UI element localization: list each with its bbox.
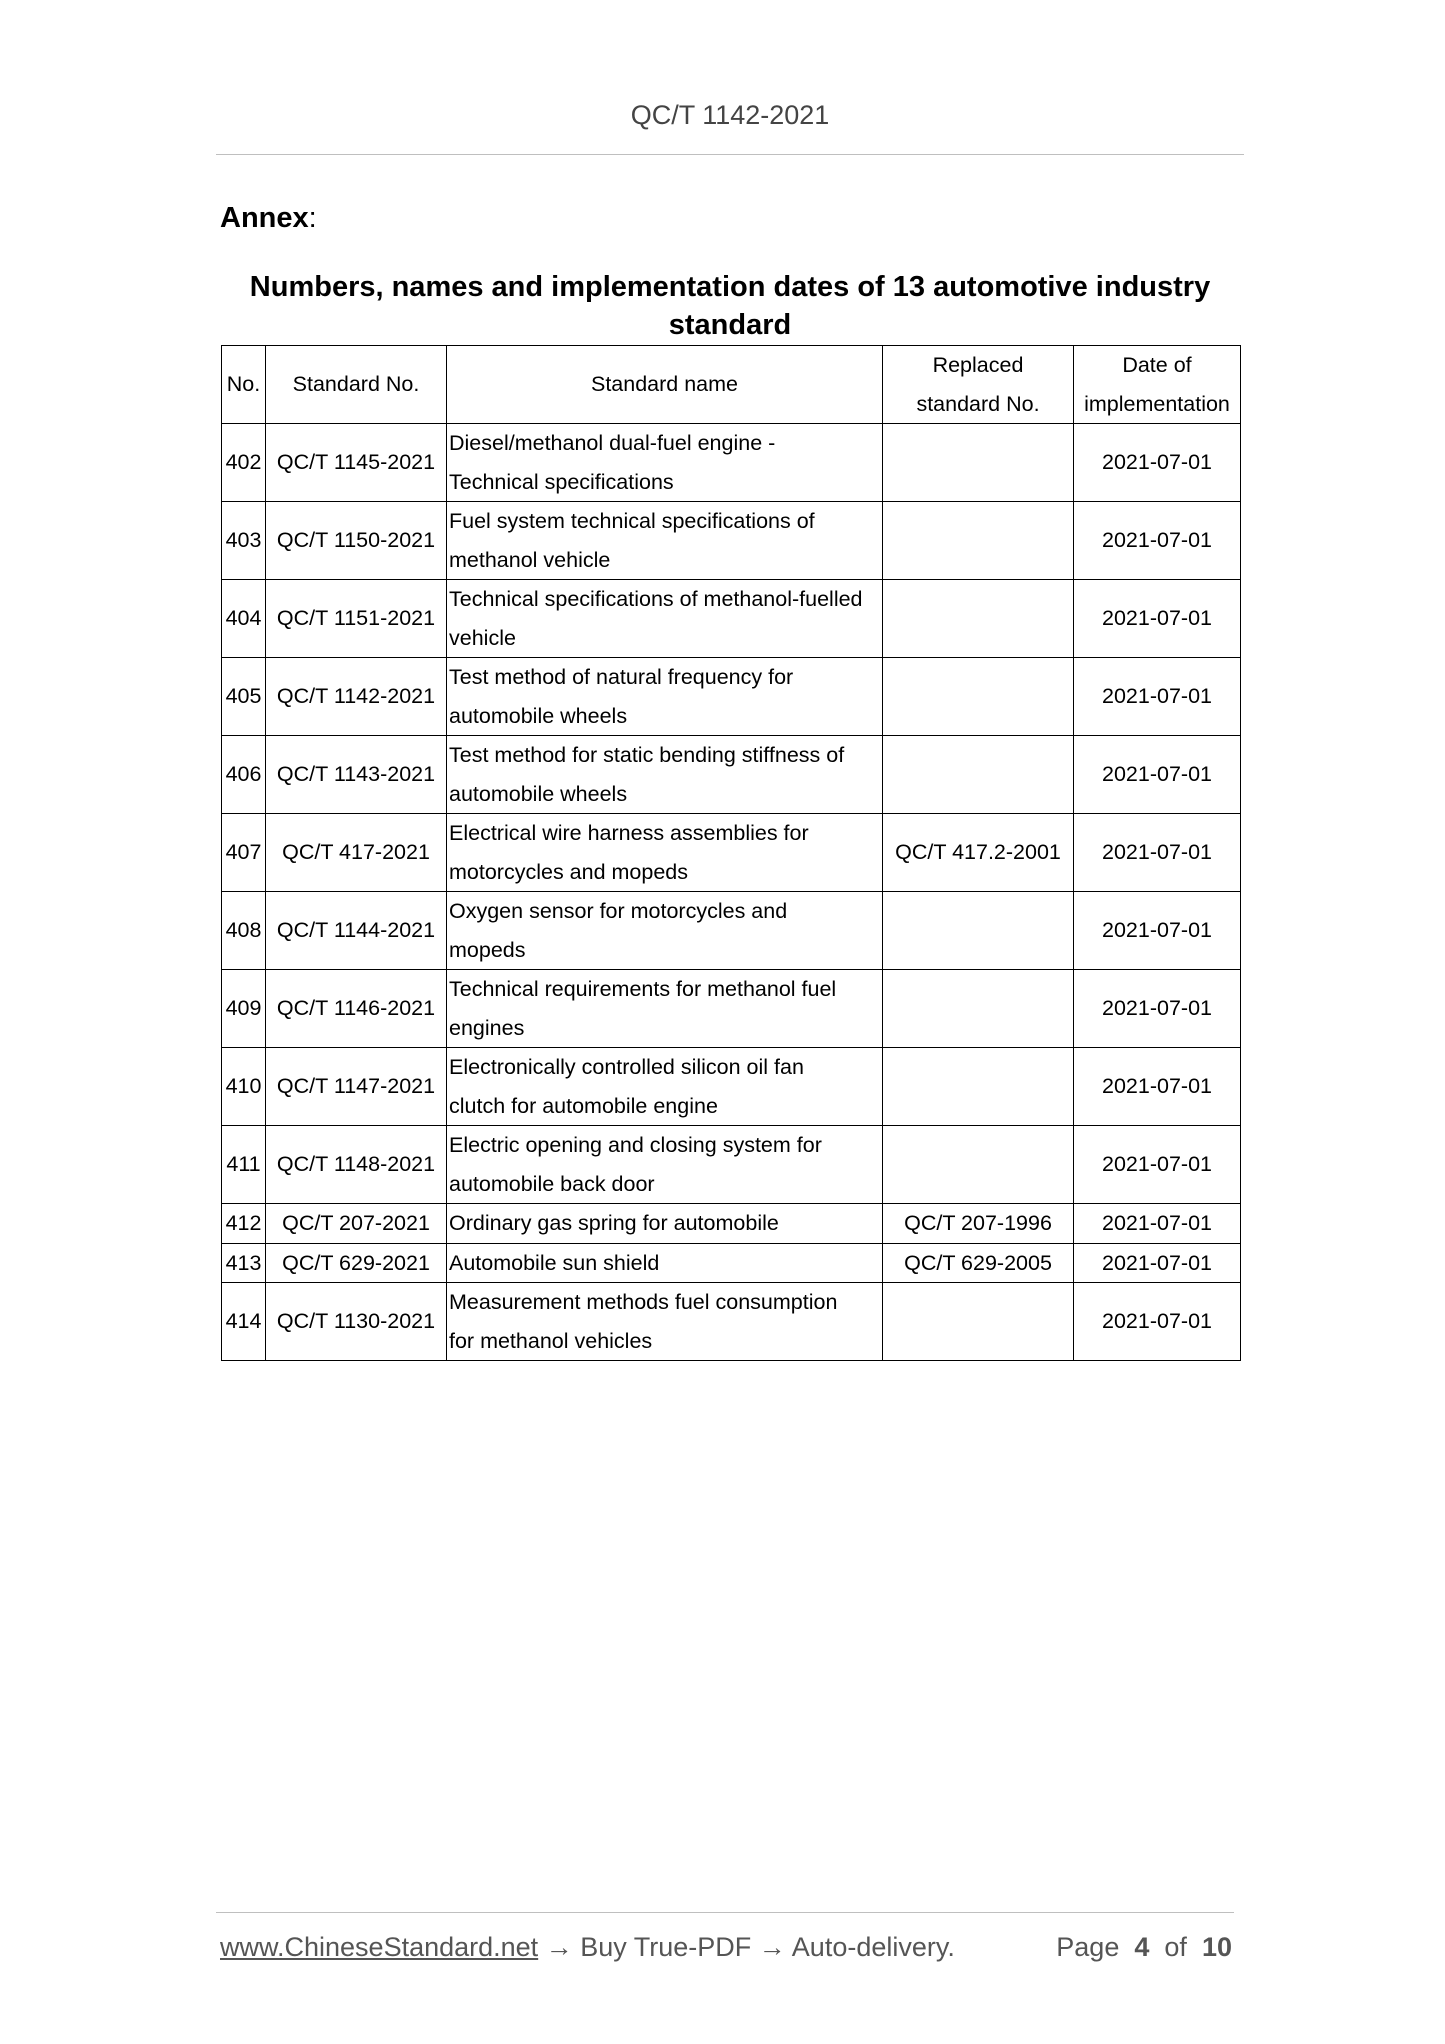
cell-replaced — [883, 1126, 1074, 1204]
cell-standard-name-line-1: Diesel/methanol dual-fuel engine - — [449, 431, 776, 455]
cell-standard-name — [447, 1048, 883, 1126]
cell-standard-name — [447, 658, 883, 736]
cell-replaced — [883, 970, 1074, 1048]
annex-label-colon: : — [308, 202, 317, 234]
cell-no: 411 — [222, 1126, 266, 1204]
table-title — [220, 268, 1240, 344]
cell-no: 410 — [222, 1048, 266, 1126]
table-row — [222, 658, 1241, 736]
arrow-right-icon: → — [758, 1932, 786, 1962]
table-header-row — [222, 346, 1241, 424]
cell-standard-name-line-1: Fuel system technical specifications of — [449, 509, 815, 533]
cell-standard-no: QC/T 1144-2021 — [266, 892, 447, 970]
table-row — [222, 1126, 1241, 1204]
cell-standard-name-line-2: mopeds — [449, 937, 526, 962]
standards-table — [221, 345, 1241, 1361]
table-row — [222, 814, 1241, 892]
table-row — [222, 1243, 1241, 1283]
cell-standard-name-line-2: automobile wheels — [449, 703, 628, 728]
footer-promo — [220, 1932, 955, 1963]
cell-date: 2021-07-01 — [1074, 814, 1241, 892]
cell-standard-no: QC/T 1143-2021 — [266, 736, 447, 814]
cell-standard-name — [447, 814, 883, 892]
column-header-no: No. — [222, 346, 266, 424]
table-row — [222, 892, 1241, 970]
cell-standard-no: QC/T 629-2021 — [266, 1243, 447, 1283]
cell-date: 2021-07-01 — [1074, 580, 1241, 658]
column-header-standard-no: Standard No. — [266, 346, 447, 424]
cell-standard-no: QC/T 1146-2021 — [266, 970, 447, 1048]
cell-standard-no: QC/T 1130-2021 — [266, 1283, 447, 1361]
table-row — [222, 970, 1241, 1048]
footer-delivery-text: Auto-delivery. — [791, 1932, 955, 1962]
column-header-standard-name: Standard name — [447, 346, 883, 424]
cell-standard-no: QC/T 207-2021 — [266, 1204, 447, 1244]
footer-divider — [216, 1912, 1234, 1913]
cell-replaced: QC/T 417.2-2001 — [883, 814, 1074, 892]
cell-standard-name-line-2: for methanol vehicles — [449, 1328, 653, 1353]
cell-replaced — [883, 1283, 1074, 1361]
cell-standard-name-line-2: clutch for automobile engine — [449, 1093, 718, 1118]
cell-standard-name-line-2: Technical specifications — [449, 469, 674, 494]
cell-standard-name — [447, 892, 883, 970]
cell-no: 412 — [222, 1204, 266, 1244]
cell-standard-name-line-1: Measurement methods fuel consumption — [449, 1290, 838, 1314]
page-of: of — [1164, 1932, 1187, 1962]
cell-date: 2021-07-01 — [1074, 1283, 1241, 1361]
cell-replaced: QC/T 629-2005 — [883, 1243, 1074, 1283]
cell-no: 402 — [222, 424, 266, 502]
page-header-doc-code: QC/T 1142-2021 — [630, 100, 830, 130]
arrow-right-icon: → — [545, 1932, 573, 1962]
table-row — [222, 1048, 1241, 1126]
cell-date: 2021-07-01 — [1074, 736, 1241, 814]
cell-replaced — [883, 580, 1074, 658]
cell-standard-name-line-1: Oxygen sensor for motorcycles and — [449, 899, 788, 923]
cell-standard-name — [447, 502, 883, 580]
cell-standard-name — [447, 1126, 883, 1204]
cell-standard-no: QC/T 1145-2021 — [266, 424, 447, 502]
page-current: 4 — [1134, 1932, 1150, 1962]
cell-standard-no: QC/T 1147-2021 — [266, 1048, 447, 1126]
cell-standard-name-line-1: Technical specifications of methanol-fuelled — [449, 587, 863, 611]
page-number — [1056, 1932, 1232, 1963]
column-header-date-line-2: implementation — [1084, 391, 1230, 416]
cell-replaced — [883, 736, 1074, 814]
cell-standard-name — [447, 1283, 883, 1361]
cell-date: 2021-07-01 — [1074, 970, 1241, 1048]
cell-standard-name-line-1: Test method of natural frequency for — [449, 665, 794, 689]
table-row — [222, 736, 1241, 814]
cell-standard-no: QC/T 1148-2021 — [266, 1126, 447, 1204]
cell-date: 2021-07-01 — [1074, 1204, 1241, 1244]
cell-replaced — [883, 424, 1074, 502]
cell-standard-name-line-1: Technical requirements for methanol fuel — [449, 977, 837, 1001]
cell-standard-name-line-2: motorcycles and mopeds — [449, 859, 688, 884]
cell-standard-name — [447, 736, 883, 814]
cell-standard-name — [447, 580, 883, 658]
cell-no: 414 — [222, 1283, 266, 1361]
cell-replaced: QC/T 207-1996 — [883, 1204, 1074, 1244]
column-header-date — [1074, 346, 1241, 424]
cell-standard-name — [447, 970, 883, 1048]
page-label: Page — [1056, 1932, 1120, 1962]
table-row — [222, 1283, 1241, 1361]
table-row — [222, 580, 1241, 658]
cell-standard-name: Automobile sun shield — [447, 1243, 883, 1283]
cell-date: 2021-07-01 — [1074, 502, 1241, 580]
cell-date: 2021-07-01 — [1074, 892, 1241, 970]
cell-no: 406 — [222, 736, 266, 814]
table-title-line-2: standard — [668, 309, 792, 341]
cell-standard-name-line-2: engines — [449, 1015, 525, 1040]
page-total: 10 — [1201, 1932, 1232, 1962]
cell-no: 405 — [222, 658, 266, 736]
cell-standard-name-line-1: Electric opening and closing system for — [449, 1133, 822, 1157]
footer-buy-text: Buy True-PDF — [580, 1932, 752, 1962]
cell-standard-no: QC/T 1151-2021 — [266, 580, 447, 658]
cell-date: 2021-07-01 — [1074, 1048, 1241, 1126]
cell-standard-name-line-2: automobile back door — [449, 1171, 655, 1196]
cell-replaced — [883, 658, 1074, 736]
cell-standard-no: QC/T 1150-2021 — [266, 502, 447, 580]
cell-standard-name-line-1: Electronically controlled silicon oil fan — [449, 1055, 804, 1079]
table-row — [222, 1204, 1241, 1244]
cell-standard-name-line-1: Test method for static bending stiffness of — [449, 743, 845, 767]
cell-no: 413 — [222, 1243, 266, 1283]
site-link[interactable]: www.ChineseStandard.net — [220, 1932, 539, 1962]
cell-replaced — [883, 502, 1074, 580]
cell-standard-no: QC/T 1142-2021 — [266, 658, 447, 736]
cell-standard-name: Ordinary gas spring for automobile — [447, 1204, 883, 1244]
cell-standard-name-line-2: methanol vehicle — [449, 547, 611, 572]
column-header-replaced-line-1: Replaced — [932, 353, 1024, 377]
cell-standard-name-line-2: vehicle — [449, 625, 516, 650]
header-divider — [216, 154, 1244, 155]
cell-standard-name — [447, 424, 883, 502]
annex-label-text: Annex — [220, 202, 309, 234]
cell-date: 2021-07-01 — [1074, 1126, 1241, 1204]
cell-no: 408 — [222, 892, 266, 970]
cell-no: 407 — [222, 814, 266, 892]
table-title-line-1: Numbers, names and implementation dates of 13 automotive industry — [249, 271, 1211, 303]
cell-date: 2021-07-01 — [1074, 424, 1241, 502]
cell-standard-name-line-1: Electrical wire harness assemblies for — [449, 821, 809, 845]
cell-replaced — [883, 1048, 1074, 1126]
cell-date: 2021-07-01 — [1074, 658, 1241, 736]
cell-date: 2021-07-01 — [1074, 1243, 1241, 1283]
cell-standard-name-line-2: automobile wheels — [449, 781, 628, 806]
cell-no: 409 — [222, 970, 266, 1048]
cell-standard-no: QC/T 417-2021 — [266, 814, 447, 892]
table-row — [222, 502, 1241, 580]
annex-label — [220, 202, 317, 235]
column-header-date-line-1: Date of — [1122, 353, 1192, 377]
cell-replaced — [883, 892, 1074, 970]
table-row — [222, 424, 1241, 502]
cell-no: 403 — [222, 502, 266, 580]
column-header-replaced — [883, 346, 1074, 424]
column-header-replaced-line-2: standard No. — [916, 391, 1040, 416]
cell-no: 404 — [222, 580, 266, 658]
